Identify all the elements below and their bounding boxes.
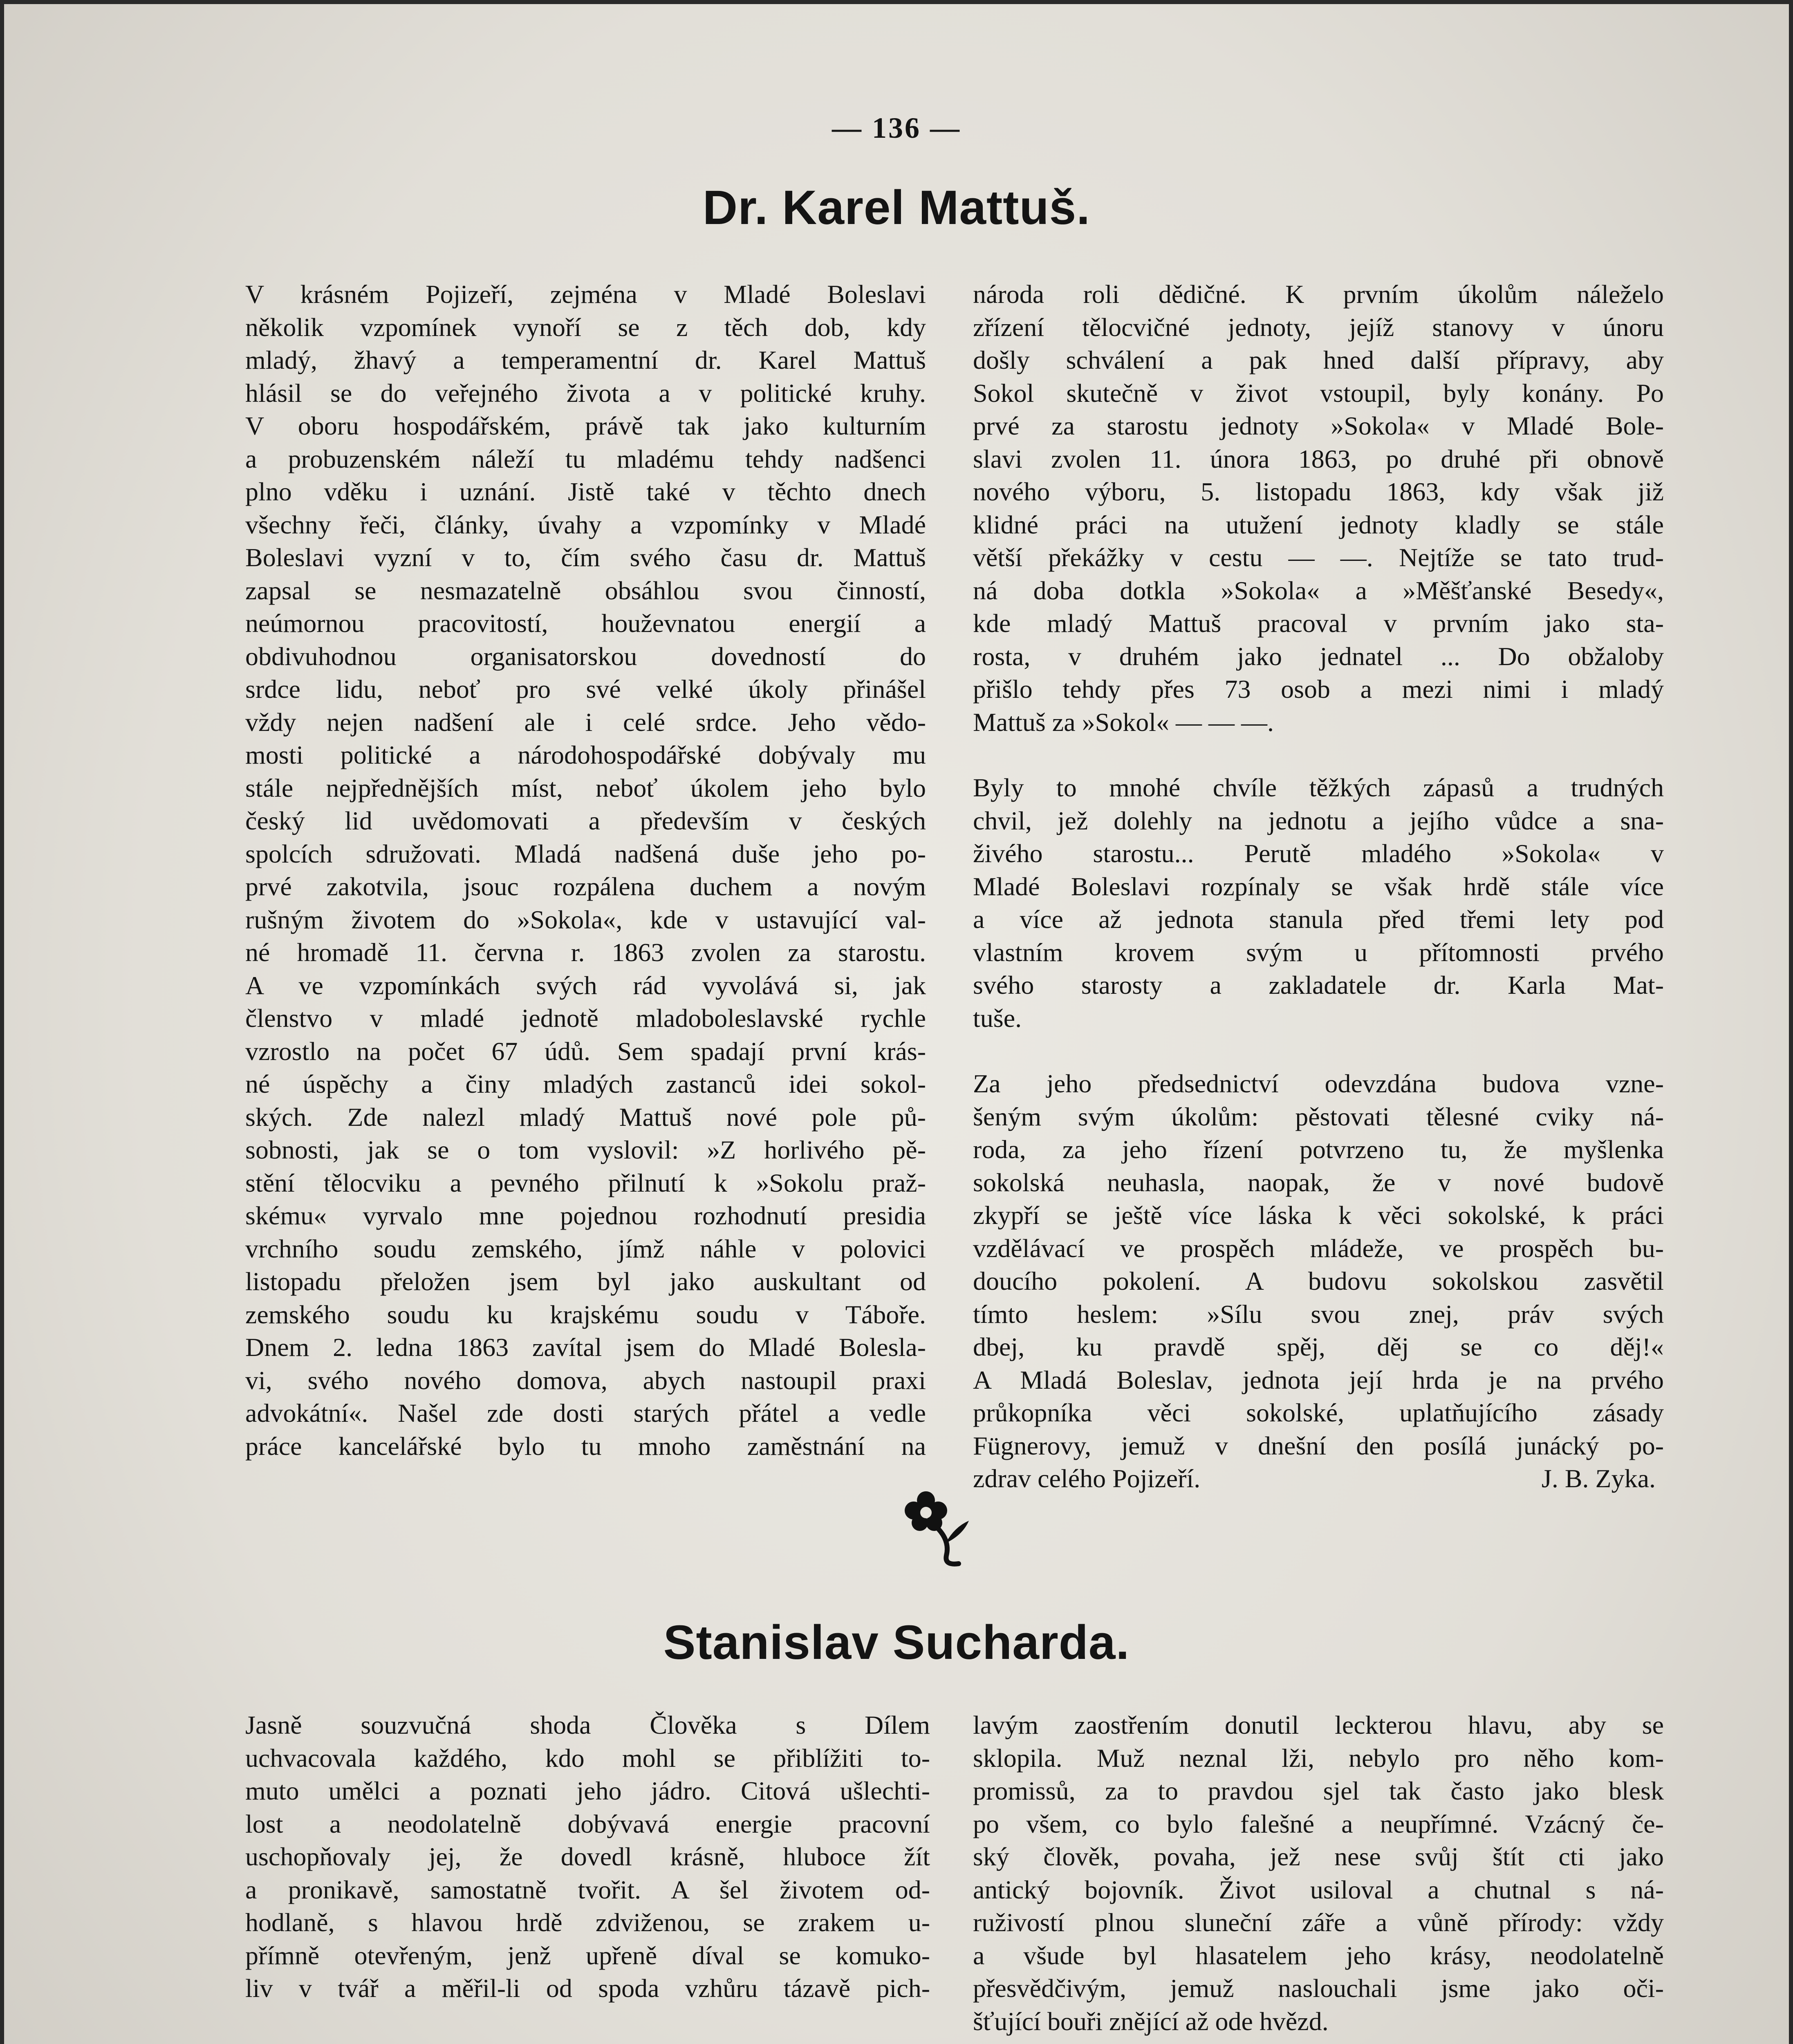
text-line: sklopila. Muž neznal lži, nebylo pro něho kom-: [973, 1743, 1664, 1773]
author-signature: J. B. Zyka.: [1541, 1464, 1656, 1493]
text-line: vi, svého nového domova, abych nastoupil praxi: [245, 1365, 926, 1395]
text-line: promissů, za to pravdou sjel tak často jako blesk: [973, 1776, 1664, 1805]
text-line: došly schválení a pak hned další přípravy, aby: [973, 345, 1664, 374]
text-line: prvé zakotvila, jsouc rozpálena duchem a novým: [245, 872, 926, 901]
article2-column-right: [973, 1709, 1664, 2038]
text-line: dbej, ku pravdě spěj, děj se co děj!«: [973, 1332, 1664, 1361]
article1-paragraph-1: [973, 278, 1664, 739]
text-line: advokátní«. Našel zde dosti starých přátel a vedle: [245, 1399, 926, 1428]
text-line: a všude byl hlasatelem jeho krásy, neodolatelně: [973, 1941, 1664, 1970]
text-line: kde mladý Mattuš pracoval v prvním jako sta-: [973, 609, 1664, 638]
text-line: vlastním krovem svým u přítomnosti prvého: [973, 937, 1664, 967]
text-line: tuše.: [973, 1003, 1022, 1033]
text-line: mosti politické a národohospodářské dobývaly mu: [245, 740, 926, 769]
article-title-mattus: Dr. Karel Mattuš.: [702, 181, 1091, 235]
text-line: plno vděku i uznání. Jistě také v těchto dnech: [245, 477, 926, 506]
text-line: neúmornou pracovitostí, houževnatou energií a: [245, 609, 926, 638]
text-line: ná doba dotkla »Sokola« a »Měšťanské Besedy«,: [973, 576, 1664, 605]
text-line: né hromadě 11. června r. 1863 zvolen za starostu.: [245, 938, 926, 967]
text-line: antický bojovník. Život usiloval a chutnal s ná-: [973, 1875, 1664, 1904]
text-line: spolcích sdružovati. Mladá nadšená duše jeho po-: [245, 839, 926, 868]
text-line: přišlo tehdy přes 73 osob a mezi nimi i mladý: [973, 675, 1664, 704]
text-line: Fügnerovy, jemuž v dnešní den posílá junácký po-: [973, 1431, 1664, 1460]
text-line: vzrostlo na počet 67 údů. Sem spadají první krás-: [245, 1036, 926, 1066]
text-line: slavi zvolen 11. února 1863, po druhé při obnově: [973, 444, 1664, 473]
text-line: vždy nejen nadšení ale i celé srdce. Jeho vědo-: [245, 707, 926, 737]
article1-column-left: [245, 278, 926, 1463]
text-line: průkopníka věci sokolské, uplatňujícího zásady: [973, 1398, 1664, 1427]
text-line: né úspěchy a činy mladých zastanců idei sokol-: [245, 1069, 926, 1098]
text-line: liv v tvář a měřil-li od spoda vzhůru tázavě pich-: [245, 1974, 930, 2003]
flower-ornament-icon: [897, 1482, 979, 1572]
text-line: rosta, v druhém jako jednatel ... Do obžaloby: [973, 641, 1664, 671]
text-line: V krásném Pojizeří, zejména v Mladé Boleslavi: [245, 280, 926, 309]
text-line: prvé za starostu jednoty »Sokola« v Mladé Bole-: [973, 411, 1664, 440]
text-line: několik vzpomínek vynoří se z těch dob, kdy: [245, 312, 926, 342]
text-line: doucího pokolení. A budovu sokolskou zasvětil: [973, 1266, 1664, 1295]
text-line: roda, za jeho řízení potvrzeno tu, že myšlenka: [973, 1135, 1664, 1164]
text-line: Za jeho předsednictví odevzdána budova vzne-: [973, 1069, 1664, 1098]
text-line: svého starosty a zakladatele dr. Karla Mat-: [973, 970, 1664, 1000]
text-line: uschopňovaly jej, že dovedl krásně, hluboce žít: [245, 1842, 930, 1871]
text-line: sobnosti, jak se o tom vyslovil: »Z horlivého pě-: [245, 1135, 926, 1164]
text-line: ský člověk, povaha, jež nese svůj štít cti jako: [973, 1842, 1664, 1871]
text-line: zemského soudu ku krajskému soudu v Táboře.: [245, 1300, 926, 1329]
text-line: Sokol skutečně v život vstoupil, byly konány. Po: [973, 378, 1664, 408]
text-line: a pronikavě, samostatně tvořit. A šel životem od-: [245, 1875, 930, 1904]
text-line: A ve vzpomínkách svých rád vyvolává si, jak: [245, 970, 926, 1000]
text-line: přesvědčivým, jemuž naslouchali jsme jako oči-: [973, 1974, 1664, 2003]
text-line: hodlaně, s hlavou hrdě zdviženou, se zrakem u-: [245, 1908, 930, 1937]
text-line: práce kancelářské bylo tu mnoho zaměstnání na: [245, 1431, 926, 1461]
text-line: hlásil se do veřejného života a v politické kruhy.: [245, 378, 926, 408]
text-line: šťující bouři znějící až ode hvězd.: [973, 2006, 1329, 2036]
text-line: ských. Zde nalezl mladý Mattuš nové pole pů-: [245, 1102, 926, 1132]
text-line: po všem, co bylo falešné a neupřímné. Vzácný če-: [973, 1809, 1664, 1838]
text-line: větší překážky v cestu — —. Nejtíže se tato trud-: [973, 543, 1664, 572]
text-line: uchvacovala každého, kdo mohl se přiblížiti to-: [245, 1743, 930, 1773]
text-line: členstvo v mladé jednotě mladoboleslavské rychle: [245, 1004, 926, 1033]
text-line: živého starostu... Perutě mladého »Sokola« v: [973, 839, 1664, 868]
text-line: sokolská neuhasla, naopak, že v nové budově: [973, 1168, 1664, 1197]
text-line: V oboru hospodářském, právě tak jako kulturním: [245, 411, 926, 440]
text-line: tímto heslem: »Sílu svou znej, práv svých: [973, 1299, 1664, 1329]
text-line: Boleslavi vyzní v to, čím svého času dr. Mattuš: [245, 543, 926, 572]
text-line: Mladé Boleslavi rozpínaly se však hrdě stále více: [973, 872, 1664, 901]
text-line: Mattuš za »Sokol« — — —.: [973, 707, 1274, 737]
closing-line: [973, 1462, 1664, 1495]
text-line: nového výboru, 5. listopadu 1863, kdy však již: [973, 477, 1664, 506]
article1-column-right: [973, 278, 1664, 1495]
text-line: český lid uvědomovati a především v českých: [245, 806, 926, 835]
text-line: lost a neodolatelně dobývavá energie pracovní: [245, 1809, 930, 1838]
text-line: ruživostí plnou sluneční záře a vůně přírody: vždy: [973, 1908, 1664, 1937]
text-line: mladý, žhavý a temperamentní dr. Karel Mattuš: [245, 345, 926, 374]
text-line: muto umělci a poznati jeho jádro. Citová ušlechti-: [245, 1776, 930, 1805]
closing-text: zdrav celého Pojizeří.: [973, 1464, 1201, 1493]
text-line: listopadu přeložen jsem byl jako auskultant od: [245, 1267, 926, 1296]
text-line: rušným životem do »Sokola«, kde v ustavující val-: [245, 905, 926, 934]
article1-paragraph-2: [973, 771, 1664, 1035]
text-line: stále nejpřednějších míst, neboť úkolem jeho bylo: [245, 773, 926, 802]
text-line: A Mladá Boleslav, jednota její hrda je na prvého: [973, 1365, 1664, 1394]
article-title-sucharda: Stanislav Sucharda.: [663, 1616, 1130, 1670]
page-number: — 136 —: [832, 112, 961, 144]
text-line: Dnem 2. ledna 1863 zavítal jsem do Mladé Bolesla-: [245, 1333, 926, 1362]
text-line: klidné práci na utužení jednoty kladly se stále: [973, 510, 1664, 539]
text-line: přímně otevřeným, jenž upřeně díval se komuko-: [245, 1941, 930, 1970]
text-line: Jasně souzvučná shoda Člověka s Dílem: [245, 1710, 930, 1739]
text-line: vrchního soudu zemského, jímž náhle v polovici: [245, 1234, 926, 1263]
text-line: skému« vyrvalo mne pojednou rozhodnutí presidia: [245, 1201, 926, 1230]
text-line: srdce lidu, neboť pro své velké úkoly přinášel: [245, 675, 926, 704]
text-line: národa roli dědičné. K prvním úkolům náleželo: [973, 280, 1664, 309]
text-line: zřízení tělocvičné jednoty, jejíž stanovy v únoru: [973, 312, 1664, 342]
text-line: vzdělávací ve prospěch mládeže, ve prospěch bu-: [973, 1233, 1664, 1263]
text-line: zapsal se nesmazatelně obsáhlou svou činností,: [245, 576, 926, 605]
text-line: všechny řeči, články, úvahy a vzpomínky v Mladé: [245, 510, 926, 539]
text-line: lavým zaostřením donutil leckterou hlavu, aby se: [973, 1710, 1664, 1739]
text-line: chvil, jež dolehly na jednotu a jejího vůdce a sna-: [973, 806, 1664, 835]
article1-paragraph-3: [973, 1067, 1664, 1462]
text-line: Byly to mnohé chvíle těžkých zápasů a trudných: [973, 773, 1664, 802]
text-line: stění tělocviku a pevného přilnutí k »Sokolu praž-: [245, 1168, 926, 1197]
article2-column-left: [245, 1709, 930, 2005]
text-line: a probuzenském náleží tu mladému tehdy nadšenci: [245, 444, 926, 473]
text-line: obdivuhodnou organisatorskou dovedností do: [245, 641, 926, 671]
text-line: zkypří se ještě více láska k věci sokolské, k práci: [973, 1201, 1664, 1230]
text-line: šeným svým úkolům: pěstovati tělesné cviky ná-: [973, 1102, 1664, 1131]
text-line: a více až jednota stanula před třemi lety pod: [973, 905, 1664, 934]
